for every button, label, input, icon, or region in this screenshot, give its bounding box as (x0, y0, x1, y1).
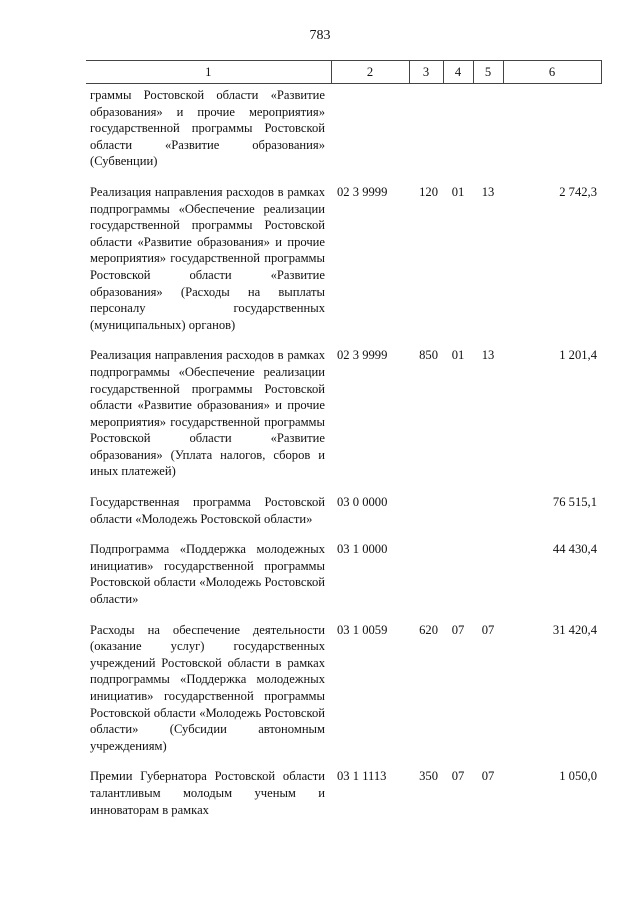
row-vr: 120 (419, 184, 438, 199)
row-sum (503, 84, 601, 184)
row-csr: 03 1 1113 (337, 769, 387, 784)
row-name: Реализация направления расходов в рамках подпрограммы «Обеспечение реализации государственной программы Ростовской области «Развитие образования» и прочие мероприятия» государственной программы Ростовской области «Развитие образования» (Уплата налогов, сборов и иных платежей) (90, 348, 325, 479)
column-header-vr: 3 (409, 61, 443, 84)
page-number: 783 (309, 28, 331, 43)
row-csr: 02 3 9999 (337, 348, 388, 363)
column-header-rz: 4 (443, 61, 473, 84)
row-vr: 350 (419, 769, 438, 784)
column-header-pr: 5 (473, 61, 503, 84)
row-pr (473, 541, 503, 621)
row-sum: 31 420,4 (552, 622, 597, 637)
row-sum: 76 515,1 (552, 495, 597, 510)
row-name: Расходы на обеспечение деятельности (оказание услуг) государственных учреждений Ростовской области в рамках подпрограммы «Поддержка молодежных инициатив» государственной программы Ростовской области «Молодежь Ростовской области» (Субсидии автономным учреждениям) (90, 622, 325, 753)
table-row (86, 494, 601, 541)
table-row (86, 768, 601, 832)
row-vr (409, 541, 443, 621)
table-row (86, 184, 601, 347)
row-name: Премии Губернатора Ростовской области талантливым молодым ученым и инноваторам в рамках (90, 769, 325, 817)
row-csr: 03 0 0000 (337, 495, 388, 510)
row-csr: 03 1 0059 (337, 622, 388, 637)
row-vr (409, 84, 443, 184)
row-vr: 850 (419, 348, 438, 363)
row-rz: 07 (451, 769, 465, 784)
table-row (86, 541, 601, 621)
row-rz (443, 494, 473, 541)
row-csr (331, 84, 409, 184)
row-pr (473, 84, 503, 184)
table-row (86, 84, 601, 184)
column-header-sum: 6 (503, 61, 601, 84)
row-pr: 07 (481, 769, 495, 784)
row-vr: 620 (419, 622, 438, 637)
row-rz (443, 84, 473, 184)
row-csr: 03 1 0000 (337, 542, 388, 557)
row-rz (443, 541, 473, 621)
row-csr: 02 3 9999 (337, 184, 388, 199)
column-header-name: 1 (86, 61, 331, 84)
table-header-row (86, 61, 601, 84)
row-pr: 13 (481, 348, 495, 363)
row-name: граммы Ростовской области «Развитие образования» и прочие мероприятия» государственной программы Ростовской области «Развитие образования» (Субвенции) (90, 88, 325, 169)
row-rz: 01 (451, 184, 465, 199)
row-name: Государственная программа Ростовской области «Молодежь Ростовской области» (90, 495, 325, 526)
row-vr (409, 494, 443, 541)
budget-table (86, 60, 602, 832)
table-row (86, 622, 601, 769)
row-sum: 1 201,4 (559, 348, 597, 363)
table-row (86, 347, 601, 494)
row-sum: 44 430,4 (552, 542, 597, 557)
row-pr: 07 (481, 622, 495, 637)
row-sum: 2 742,3 (559, 184, 597, 199)
row-sum: 1 050,0 (559, 769, 597, 784)
row-name: Подпрограмма «Поддержка молодежных инициатив» государственной программы Ростовской области «Молодежь Ростовской области» (90, 542, 325, 607)
row-pr (473, 494, 503, 541)
row-rz: 01 (451, 348, 465, 363)
row-name: Реализация направления расходов в рамках подпрограммы «Обеспечение реализации государственной программы Ростовской области «Развитие образования» и прочие мероприятия» государственной программы Ростовской области «Развитие образования» (Расходы на выплаты персоналу государственных (муниципальных) органов) (90, 184, 325, 332)
row-rz: 07 (451, 622, 465, 637)
column-header-csr: 2 (331, 61, 409, 84)
row-pr: 13 (481, 184, 495, 199)
